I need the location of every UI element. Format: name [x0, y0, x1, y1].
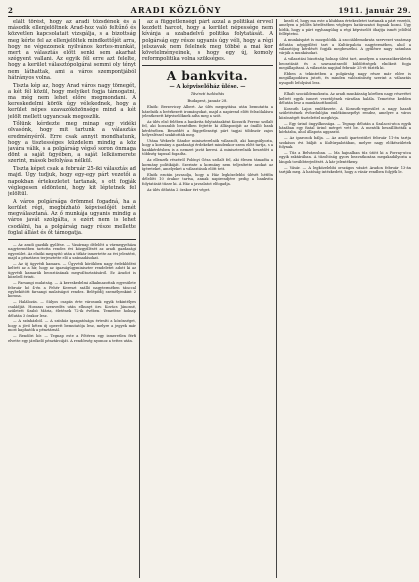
section-divider — [8, 239, 136, 240]
column-1 — [8, 19, 136, 578]
paragraph: A munkáspárt is mozgolódik. A szociáldemokrata szervezet vasárnap délután népgyűlést tart a Kultúrpalota nagytermében, ahol a választójog kérdését fogják megbeszélni. A gyűlésre nagy számban várják a munkásokat. — [279, 38, 411, 56]
paragraph: A város polgársága örömmel fogadná, ha a kerület régi, megbízható képviselőjét ismét megválasztaná. Az ő munkája ugyanis mindig a város javát szolgálta, s ezért nem is lehet csodálni, ha a polgárság nagy része mellette foglal állást és őt támogatja. — [8, 198, 136, 236]
paragraph: Tiszta képet csak a február 25-iki választás ad majd. Úgy tudjuk, hogy egy-egy párt vezetői a napokban értekezletet tartanak, s ott fogják véglegesen eldönteni, hogy kit léptetnek fel jelöltül. — [8, 166, 136, 197]
paragraph: Az ülés délután 2 órakor ért véget. — [147, 187, 211, 192]
paragraph: Az ellenzék részéről Polónyi Géza szólalt fel, aki élesen támadta a kormány politikáját. Szerinte a kormány nem teljesítette azokat az ígéreteket, amelyeket a választások előtt tett. — [142, 158, 273, 172]
paragraph: Az ülés első felében a bankvita folytatásaként Kossuth Ferenc szólalt fel, aki hosszabb beszédben fejtette ki álláspontját az önálló bank kérdésében. Beszédét a függetlenségi párt tagjai többször zajos helyesléssel szakították meg. — [142, 119, 273, 138]
page-number: 2 — [8, 5, 14, 15]
news-item: — Rendőri hír. — Tegnap este a Főtéren egy ismeretlen férfi elvette egy járókelő pénztárcáját. A rendőrség nyomoz a tettes után. — [8, 334, 136, 343]
article-byline: Távirati tudósítás — [190, 91, 225, 97]
article-subheadline: — A képviselőház ülése. — — [169, 84, 246, 91]
issue-date: 1911. január 29. — [338, 5, 411, 15]
news-item: — Farsangi mulatság. — A kereskedelmi alkalmazottak egyesülete február hó 4-én a Fehér Kereszt szálló nagytermében tánccal egybekötött farsangi mulatságot rendez. Belépődíj személyenkint 2 korona. — [8, 281, 136, 299]
paragraph: Tőlünk kérdezte meg minap egy vidéki olvasónk, hogy mit tartunk a választás eredményéről. Erre csak annyit mondhatunk, hogy a tisztességes küzdelem mindig a köz javára válik, s a polgárság végső soron önmaga dönt a saját ügyében, a saját lelkiismerete szerint, mások befolyása nélkül. — [8, 121, 136, 165]
paragraph: Utána Wekerle Sándor miniszterelnök válaszolt, aki hangsúlyozta, hogy a kormány a gazdasági érdekeket mindenkor szem előtt tartja, s a bankkérdésben is a nemzet javát keresi. A miniszterelnök beszédét a többség tapssal fogadta. — [142, 139, 273, 157]
section-divider — [142, 65, 273, 66]
paragraph: az a függetlenségi párt azzal a politikai érvvel kezdett harcot, hogy a kerület népessége nem kívánja a szabadelvű politika folytatását. A polgárság egy része ugyanis úgy véli, hogy a régi jelszavak nem felelnek meg többé a mai kor követelményeinek, s hogy egy új, komoly reformpolitika volna szükséges. — [142, 19, 273, 63]
article-dateline: Budapest, január 28. — [187, 97, 228, 103]
paragraph: Elnök: Berzeviczy Albert. Az ülés megnyitása után bemutatta a házelnök a beérkezett irományokat, majd a napirend előtt felszólalásra jelentkezett képviselőknek adta meg a szót. — [142, 105, 273, 119]
paragraph: A választási bizottság holnap ülést tart, amelyen a szavazókerületek beosztását és a szavazatszedő küldöttségek elnökeit fogja megállapítani. A választás napjául február 25-ét tűzték ki. — [279, 57, 411, 71]
paragraph: kezdi el, hogy ma este a klubban értekezletet tartanak a párt vezetői, amelyen a jelölés kérdésében végleges határozatot fognak hozni. Úgy hírlik, hogy a párt egyhangúlag a régi képviselőt óhajtja ismét jelöltül felléptetni. — [279, 19, 411, 37]
paragraph: Tiszta kép az, hogy Arad város nagy tömegét, a két fél közül, hogy melyiket fogja támogatni, ma még nem lehet előre megmondani. A kereskedelmi körök úgy vélekednek, hogy a kerület népes szavazóközönsége mind a két jelölt mellett ugyancsak megoszlik. — [8, 82, 136, 120]
news-item: — Az aradi gazdák gyűlése. — Vasárnap délelőtt a vármegyeháza nagytermében tartotta rendes évi közgyűlését az aradi gazdasági egyesület. Az elnöki megnyitó után a titkár ismertette az évi jelentést, majd a pénztáros terjesztette elő a számadásokat. — [8, 242, 136, 261]
column-2 — [142, 19, 273, 578]
page-header — [8, 4, 411, 17]
paragraph: Elnök ezután javasolja, hogy a Ház legközelebbi ülését hétfőn délelőtt 10 órakor tartsa, annak napirendjére pedig a bankvita folytatását tűzze ki. A Ház a javaslatot elfogadja. — [142, 172, 273, 186]
news-item: — Tűz a Belvárosban. — Ma hajnalban tűz ütött ki a Forray-utca egyik raktárában. A tűzoltóság gyors beavatkozása megakadályozta a lángok továbbterjedését. A kár jelentékeny. — [279, 151, 411, 164]
section-divider — [279, 88, 411, 89]
paragraph: elált törést, hogy az aradi tőzsdének és a második ellenjelöltnek Arad-hoz való feltűnő és közvetlen kapcsolatait vizsgálja, s a bizottság meg kérte fel az ellenjelöltek mindkettőjét arra, hogy ne végezzenek nyilvános kortes-munkát, mert a választás előtt senki sem akarhat szégyent vallani. Az egyik fél erre azt felelte, hogy a kerület választópolgárai semmi oly tényt nem láthattak, ami a város szempontjából hátrányos volna. — [8, 19, 136, 81]
column-3 — [279, 19, 411, 578]
news-item: Elhalt szociáldemokrata. Az aradi munkásság körében nagy részvétet keltett egyik ismert vezetőjének váratlan halála. Temetése kedden délután lesz a munkásotthonból. — [279, 92, 411, 105]
article-headline: A bankvita. — [166, 69, 249, 84]
news-item: — Halálozás. — Súlyos csapás érte városunk egyik tekintélyes családját. Hosszas szenvedés után elhunyt özv. Kovács Jánosné, született Szabó Mária, életének 72-ik évében. Temetése holnap délután 3 órakor lesz. — [8, 300, 136, 318]
news-item: — Az új ügyvédi kamara. — Ügyvédi körökben nagy érdeklődést keltett az a hír, hogy az igazságügyminiszter rendeletet adott ki az ügyvédi kamarák beosztásának megváltoztatásáról. Ez Aradot is közelről érinti. — [8, 262, 136, 280]
news-item: — Vásár. — A legközelebbi országos vásárt Aradon február 13-án tartják meg. A hatóság intézkedett, hogy a vásár rendben folyjék le. — [279, 165, 411, 175]
news-item: Kossuth Lajos emlékezete. A Kossuth-egyesület a nagy hazafi születésének évfordulóján emlékünnepélyt rendez, amelyre a város közönségét tisztelettel meghívja. — [279, 106, 411, 120]
news-item: — A színházból. — A színház igazgatósága értesíti a közönséget, hogy a jövő héten új operett bemutatója lesz, melyre a jegyek már most kaphatók a pénztárnál. — [8, 319, 136, 333]
news-item: — Az iparosok bálja. — Az aradi ipartestület február 11-én tartja szokásos évi bálját a Kultúrpalotában, melyre nagy előkészületek folynak. — [279, 136, 411, 150]
paragraph: Ebben a tekintetben a polgárság nagy része már előre is megállapodásra jutott, és minden valószínűség szerint a választás nyugodt lefolyású lesz. — [279, 71, 411, 85]
newspaper-title: ARADI KÖZLÖNY — [130, 5, 222, 15]
column-rule — [276, 19, 277, 578]
column-rule — [139, 19, 140, 578]
news-item: — Egy úrinő öngyilkossága. — Tegnap délután a Szalacsi-utca egyik házában egy fiatal úrinő mérget vett be. A mentők beszállították a kórházba, ahol állapota aggasztó. — [279, 121, 411, 135]
